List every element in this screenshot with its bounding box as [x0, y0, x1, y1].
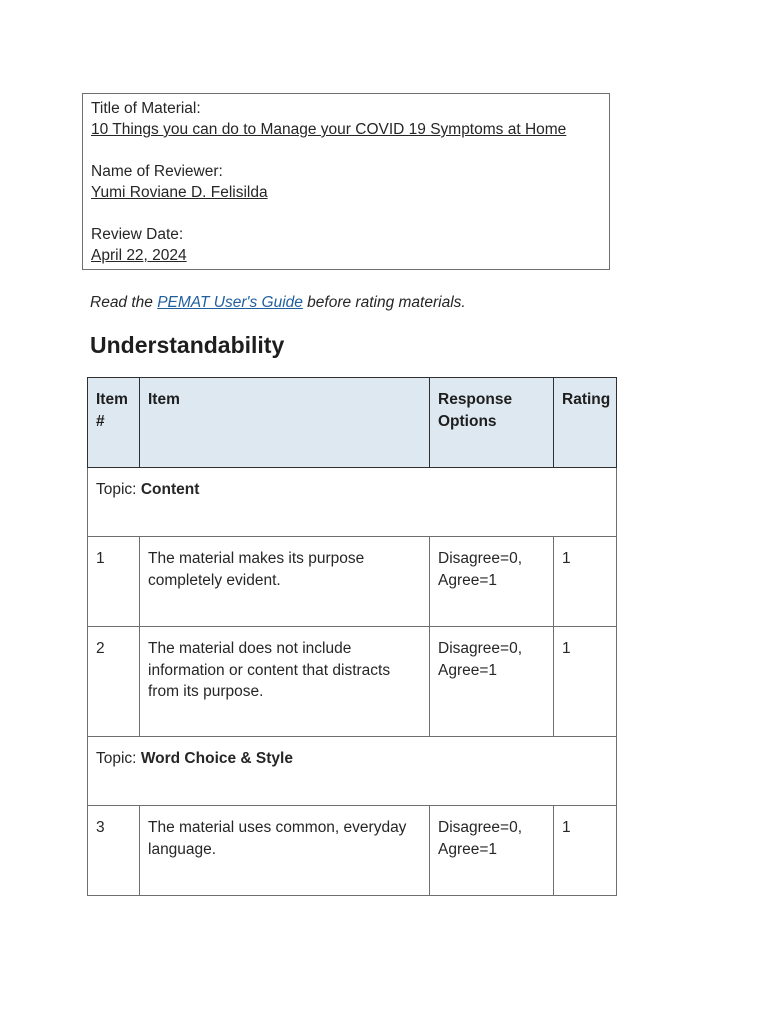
- table-row: [88, 627, 617, 737]
- title-value: 10 Things you can do to Manage your COVID 19 Symptoms at Home: [91, 121, 567, 138]
- response-options: Disagree=0, Agree=1: [430, 806, 554, 896]
- header-item: Item: [140, 378, 430, 468]
- item-number: 1: [88, 537, 140, 627]
- response-options: Disagree=0, Agree=1: [430, 627, 554, 737]
- title-label: Title of Material:: [91, 100, 201, 117]
- table-row: [88, 537, 617, 627]
- instruction-line: [90, 292, 466, 314]
- spacer: [91, 140, 601, 161]
- item-text: The material uses common, everyday language.: [140, 806, 430, 896]
- item-text: The material makes its purpose completely evident.: [140, 537, 430, 627]
- review-date-label: Review Date:: [91, 226, 184, 243]
- header-rating: Rating: [554, 378, 617, 468]
- topic-name: Word Choice & Style: [140, 750, 293, 767]
- material-info-box: [82, 93, 610, 270]
- topic-name: Content: [140, 481, 200, 498]
- topic-row: [88, 737, 617, 806]
- rating-value[interactable]: 1: [554, 627, 617, 737]
- topic-row: [88, 468, 617, 537]
- table-row: [88, 806, 617, 896]
- instruction-prefix: Read the: [90, 294, 158, 311]
- users-guide-link[interactable]: PEMAT User's Guide: [157, 294, 303, 311]
- response-options: Disagree=0, Agree=1: [430, 537, 554, 627]
- topic-prefix: Topic:: [96, 750, 141, 767]
- item-text: The material does not include information or content that distracts from its purpose.: [140, 627, 430, 737]
- topic-prefix: Topic:: [96, 481, 141, 498]
- header-item-number: Item #: [88, 378, 140, 468]
- topic-cell: [88, 737, 617, 806]
- topic-cell: [88, 468, 617, 537]
- rating-value[interactable]: 1: [554, 537, 617, 627]
- rating-value[interactable]: 1: [554, 806, 617, 896]
- reviewer-value: Yumi Roviane D. Felisilda: [91, 184, 268, 201]
- header-response-options: Response Options: [430, 378, 554, 468]
- reviewer-label: Name of Reviewer:: [91, 163, 223, 180]
- spacer: [91, 203, 601, 224]
- table-header-row: [88, 378, 617, 468]
- section-title: Understandability: [90, 332, 285, 358]
- pemat-table: [87, 377, 617, 896]
- item-number: 2: [88, 627, 140, 737]
- instruction-suffix: before rating materials.: [302, 294, 466, 311]
- item-number: 3: [88, 806, 140, 896]
- review-date-value: April 22, 2024: [91, 247, 187, 264]
